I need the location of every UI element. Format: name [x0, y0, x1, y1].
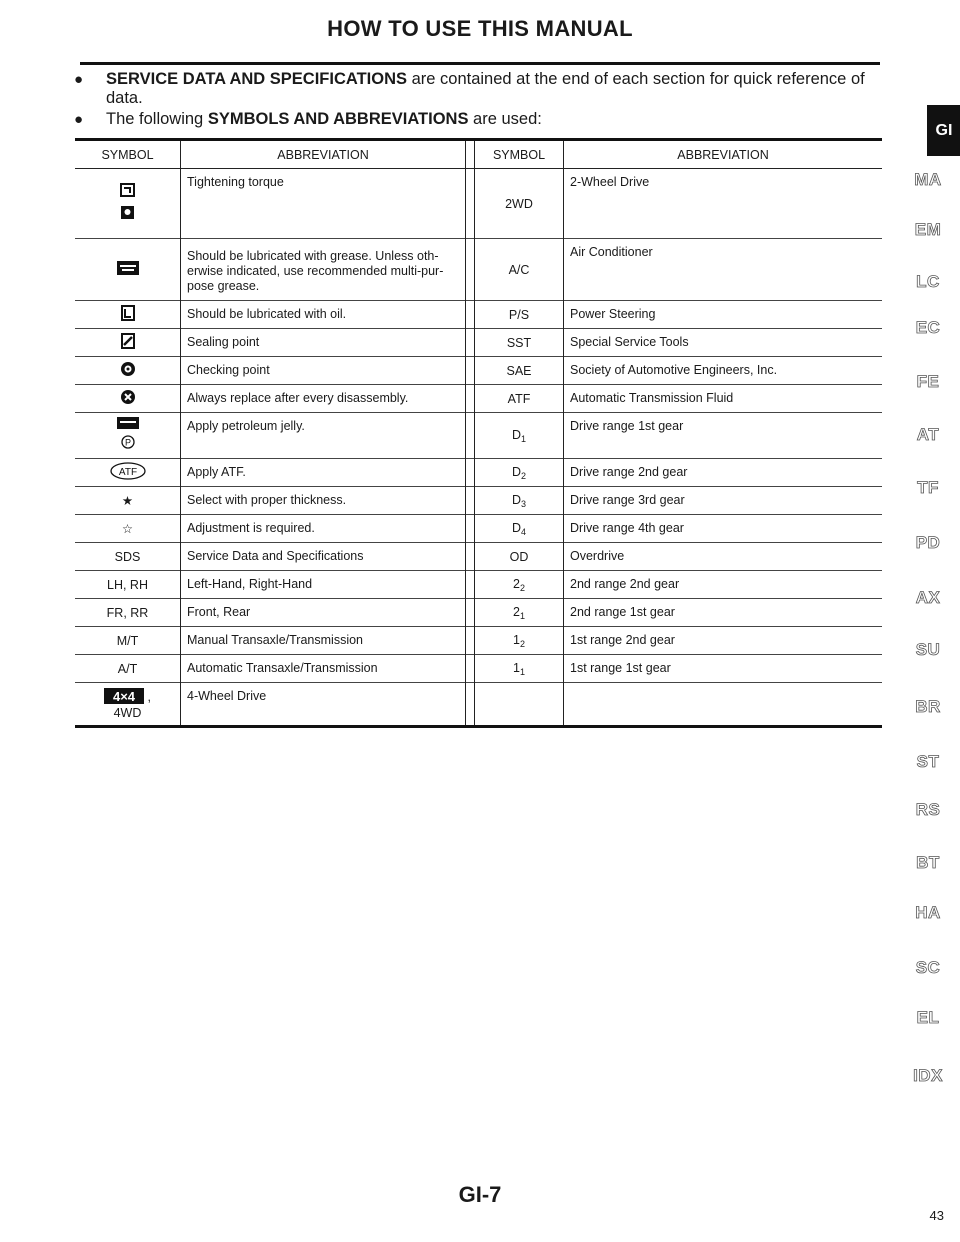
symbol-subscript: 2 [521, 470, 527, 481]
symbol-subscript: 1 [521, 433, 527, 444]
symbol-cell-right [475, 487, 564, 515]
symbol-text: 1 [513, 660, 520, 675]
symbol-text: SAE [506, 363, 532, 378]
replace-icon [120, 389, 136, 408]
abbreviation-cell-right [564, 385, 883, 413]
symbol-text: SDS [114, 549, 141, 564]
abbreviation-cell-right [564, 169, 883, 239]
abbreviation-text: Apply ATF. [187, 465, 246, 479]
symbol-text: 1 [513, 632, 520, 647]
svg-text:P: P [124, 437, 131, 448]
symbol-cell [75, 655, 181, 683]
table-row [75, 543, 882, 571]
section-tab-ma[interactable]: MA [914, 170, 942, 189]
abbreviation-text: erwise indicated, use recommended multi-pur- [187, 264, 444, 278]
intro-bullets [62, 70, 892, 129]
section-tab-lc[interactable]: LC [916, 272, 940, 291]
abbreviation-cell [181, 329, 466, 357]
abbreviation-cell [181, 357, 466, 385]
abbreviation-cell [181, 487, 466, 515]
section-tab-fe[interactable]: FE [916, 372, 940, 391]
symbol-cell-right [475, 329, 564, 357]
abbreviation-cell [181, 301, 466, 329]
bullet-2-text: are used: [468, 110, 542, 128]
page-footer: GI-7 [458, 1182, 502, 1207]
petroleum-jelly-icon [117, 417, 139, 454]
symbol-cell [75, 627, 181, 655]
symbol-text: SST [506, 335, 532, 350]
abbreviation-text: 1st range 1st gear [570, 661, 671, 675]
symbol-subscript: 2 [519, 582, 525, 593]
symbol-text: A/T [117, 661, 138, 676]
symbol-text: ★ [121, 494, 134, 508]
symbol-cell: 4×4 , 4WD [75, 683, 181, 727]
abbreviation-cell-right [564, 301, 883, 329]
symbol-cell [75, 459, 181, 487]
bullet-dot: ● [74, 71, 84, 88]
abbreviation-cell-right [564, 357, 883, 385]
symbol-text: M/T [116, 633, 139, 648]
abbreviation-text: Manual Transaxle/Transmission [187, 633, 363, 647]
bullet-2-pre: The following [106, 110, 208, 128]
abbreviation-text: 2-Wheel Drive [570, 175, 650, 189]
section-tab-pd[interactable]: PD [915, 533, 941, 552]
symbol-cell-right [475, 515, 564, 543]
symbol-cell-right [475, 627, 564, 655]
abbreviation-text: Service Data and Specifications [187, 549, 364, 563]
table-row [75, 515, 882, 543]
abbreviation-text: Should be lubricated with grease. Unless oth- [187, 249, 439, 263]
page-title: HOW TO USE THIS MANUAL [327, 16, 633, 41]
abbreviation-text: Drive range 4th gear [570, 521, 684, 535]
header-abbreviation-left: ABBREVIATION [181, 140, 466, 169]
symbol-cell-right [475, 683, 564, 727]
abbreviation-cell [181, 459, 466, 487]
abbreviation-cell [181, 169, 466, 239]
symbol-text: A/C [508, 262, 530, 277]
symbol-text: 2WD [505, 196, 533, 211]
abbreviation-cell-right [564, 413, 883, 459]
abbreviation-text: 1st range 2nd gear [570, 633, 675, 647]
symbol-cell-right [475, 571, 564, 599]
grease-icon [117, 261, 139, 278]
symbol-subscript: 3 [521, 498, 527, 509]
symbol-cell-right [475, 543, 564, 571]
symbol-text: FR, RR [106, 605, 149, 620]
abbreviation-text: Left-Hand, Right-Hand [187, 577, 313, 591]
abbreviation-cell-right [564, 599, 883, 627]
abbreviation-text: pose grease. [187, 279, 260, 293]
section-tab-bt[interactable]: BT [916, 853, 940, 872]
table-row [75, 571, 882, 599]
symbol-text: LH, RH [107, 577, 148, 592]
abbreviation-text: Should be lubricated with oil. [187, 307, 347, 321]
table-header-row [75, 140, 882, 169]
abbreviation-cell-right [564, 329, 883, 357]
symbol-subscript: 1 [519, 610, 525, 621]
table-row [75, 599, 882, 627]
4x4-icon [104, 688, 144, 707]
section-tabs [880, 0, 960, 1242]
symbol-cell-right [475, 413, 564, 459]
oil-can-icon [121, 305, 135, 324]
abbreviation-cell [181, 571, 466, 599]
table-row [75, 239, 882, 301]
section-tab-em[interactable]: EM [914, 220, 942, 239]
symbol-text: D [511, 427, 521, 442]
abbreviation-cell [181, 413, 466, 459]
abbreviation-text: 2nd range 1st gear [570, 605, 675, 619]
abbreviation-text: Drive range 2nd gear [570, 465, 688, 479]
table-row [75, 385, 882, 413]
section-tab-ax[interactable]: AX [915, 588, 941, 607]
symbol-cell-right [475, 459, 564, 487]
svg-text:ATF: ATF [118, 467, 137, 478]
abbreviation-text: 2nd range 2nd gear [570, 577, 680, 591]
abbreviation-cell [181, 599, 466, 627]
table-row [75, 487, 882, 515]
section-tab-ha[interactable]: HA [915, 903, 941, 922]
table-row [75, 169, 882, 239]
table-row [75, 413, 882, 459]
abbreviation-text: Drive range 3rd gear [570, 493, 685, 507]
symbol-cell-right [475, 599, 564, 627]
symbol-cell [75, 357, 181, 385]
bullet-symbols [62, 110, 892, 129]
abbreviation-cell-right [564, 459, 883, 487]
abbreviation-text: Special Service Tools [570, 335, 689, 349]
section-tab-at[interactable]: AT [916, 425, 940, 444]
symbol-text: 2 [513, 604, 520, 619]
symbol-cell-right [475, 239, 564, 301]
symbol-text: 4WD [113, 706, 142, 720]
abbreviation-cell-right [564, 487, 883, 515]
symbol-cell-right [475, 301, 564, 329]
abbreviation-cell [181, 543, 466, 571]
symbol-cell-right [475, 655, 564, 683]
atf-icon [110, 462, 146, 483]
abbreviation-cell-right [564, 627, 883, 655]
abbreviation-cell-right [564, 239, 883, 301]
bullet-dot: ● [74, 111, 84, 128]
header-abbreviation-right: ABBREVIATION [564, 140, 883, 169]
abbreviation-text: Always replace after every disassembly. [187, 391, 409, 405]
section-tab-br[interactable]: BR [915, 697, 941, 716]
abbreviation-text: 4-Wheel Drive [187, 689, 267, 703]
abbreviation-text: Automatic Transaxle/Transmission [187, 661, 378, 675]
abbreviation-cell-right [564, 571, 883, 599]
page-number: 43 [929, 1208, 944, 1223]
abbreviation-text: Select with proper thickness. [187, 493, 347, 507]
abbreviation-text: Sealing point [187, 335, 260, 349]
abbreviation-text: Power Steering [570, 307, 656, 321]
header-symbol-left: SYMBOL [75, 140, 181, 169]
abbreviation-text: Checking point [187, 363, 270, 377]
symbol-cell [75, 543, 181, 571]
abbreviation-text: Drive range 1st gear [570, 419, 684, 433]
svg-text:4×4: 4×4 [112, 689, 136, 704]
abbreviation-cell [181, 683, 466, 727]
abbreviation-cell-right [564, 515, 883, 543]
symbol-cell [75, 599, 181, 627]
abbreviation-cell [181, 515, 466, 543]
abbreviation-text: Adjustment is required. [187, 521, 315, 535]
symbol-subscript: 1 [519, 666, 525, 677]
table-row [75, 357, 882, 385]
symbol-text: D [511, 520, 521, 535]
symbol-cell [75, 385, 181, 413]
abbreviation-cell [181, 385, 466, 413]
bullet-1-text: are contained at the end of each section for quick reference of data. [106, 70, 865, 107]
section-tab-gi[interactable]: GI [927, 105, 960, 156]
table-row [75, 655, 882, 683]
symbols-table [75, 138, 882, 728]
bullet-2-bold: SYMBOLS AND ABBREVIATIONS [207, 110, 469, 128]
symbol-cell [75, 329, 181, 357]
table-row [75, 683, 882, 727]
table-row [75, 301, 882, 329]
symbol-cell [75, 487, 181, 515]
abbreviation-text: Apply petroleum jelly. [187, 419, 305, 433]
section-tab-su[interactable]: SU [915, 640, 941, 659]
symbol-text: OD [509, 549, 529, 564]
torque-wrench-icon [120, 182, 136, 225]
symbol-cell [75, 239, 181, 301]
symbol-text: ATF [507, 391, 531, 406]
table-row [75, 627, 882, 655]
symbol-cell [75, 301, 181, 329]
symbol-text: D [511, 464, 521, 479]
section-tab-ec[interactable]: EC [915, 318, 941, 337]
symbol-cell [75, 413, 181, 459]
abbreviation-cell [181, 627, 466, 655]
abbreviation-cell [181, 239, 466, 301]
symbol-cell-right [475, 357, 564, 385]
symbol-cell-right [475, 385, 564, 413]
bullet-service-data [62, 70, 892, 108]
section-tab-st[interactable]: ST [916, 752, 940, 771]
abbreviation-text: Tightening torque [187, 175, 284, 189]
abbreviation-cell [181, 655, 466, 683]
checking-point-icon [120, 361, 136, 380]
abbreviation-cell-right [564, 655, 883, 683]
symbol-cell [75, 571, 181, 599]
symbol-cell-right [475, 169, 564, 239]
symbol-cell [75, 515, 181, 543]
symbol-text: ☆ [121, 522, 134, 536]
symbol-text: P/S [508, 307, 530, 322]
section-tab-tf[interactable]: TF [917, 478, 939, 497]
symbol-text: 2 [513, 576, 520, 591]
table-row [75, 459, 882, 487]
abbreviation-cell-right [564, 543, 883, 571]
sealant-icon [121, 333, 135, 352]
section-tab-idx[interactable]: IDX [913, 1066, 943, 1085]
section-tab-el[interactable]: EL [916, 1008, 940, 1027]
bullet-1-bold: SERVICE DATA AND SPECIFICATIONS [106, 70, 407, 88]
title-rule [80, 62, 880, 65]
section-tab-sc[interactable]: SC [915, 958, 941, 977]
section-tab-rs[interactable]: RS [915, 800, 941, 819]
abbreviation-cell-right [564, 683, 883, 727]
header-symbol-right: SYMBOL [475, 140, 564, 169]
symbol-text: D [511, 492, 521, 507]
table-row [75, 329, 882, 357]
abbreviation-text: Society of Automotive Engineers, Inc. [570, 363, 778, 377]
symbol-subscript: 4 [521, 526, 527, 537]
abbreviation-text: Overdrive [570, 549, 625, 563]
abbreviation-text: Automatic Transmission Fluid [570, 391, 734, 405]
symbol-cell [75, 169, 181, 239]
abbreviation-text: Front, Rear [187, 605, 251, 619]
abbreviation-text: Air Conditioner [570, 245, 653, 259]
symbol-subscript: 2 [519, 638, 525, 649]
